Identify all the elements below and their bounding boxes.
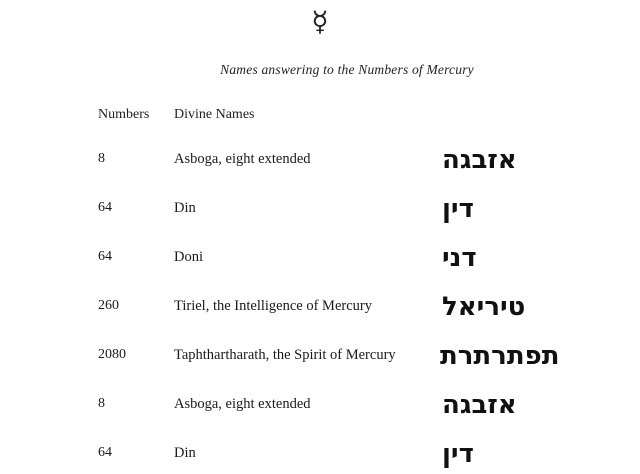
header-numbers: Numbers bbox=[98, 107, 150, 122]
row-divine-name: Din bbox=[174, 200, 196, 216]
row-number: 64 bbox=[98, 249, 112, 264]
row-divine-name: Asboga, eight extended bbox=[174, 396, 311, 412]
table-caption: Names answering to the Numbers of Mercury bbox=[220, 62, 474, 77]
row-number: 64 bbox=[98, 445, 112, 460]
row-hebrew-name: טיריאל bbox=[442, 292, 526, 322]
row-hebrew-name: אזבגה bbox=[442, 390, 517, 420]
table-row bbox=[0, 194, 640, 224]
row-hebrew-name: אזבגה bbox=[442, 145, 517, 175]
mercury-symbol-icon: ☿ bbox=[311, 5, 329, 38]
table-row bbox=[0, 390, 640, 420]
table-row bbox=[0, 145, 640, 175]
row-number: 64 bbox=[98, 200, 112, 215]
table-row bbox=[0, 243, 640, 273]
header-divine-names: Divine Names bbox=[174, 107, 255, 122]
table-row bbox=[0, 341, 640, 371]
row-hebrew-name: דין bbox=[442, 194, 474, 224]
table-row bbox=[0, 439, 640, 469]
row-number: 8 bbox=[98, 151, 105, 166]
row-divine-name: Taphthartharath, the Spirit of Mercury bbox=[174, 347, 396, 363]
table-row bbox=[0, 292, 640, 322]
row-divine-name: Tiriel, the Intelligence of Mercury bbox=[174, 298, 372, 314]
row-hebrew-name: דני bbox=[442, 243, 477, 273]
row-number: 260 bbox=[98, 298, 119, 313]
row-divine-name: Doni bbox=[174, 249, 203, 265]
row-number: 2080 bbox=[98, 347, 126, 362]
row-hebrew-name: תפתרתרת bbox=[440, 341, 560, 371]
row-divine-name: Din bbox=[174, 445, 196, 461]
row-number: 8 bbox=[98, 396, 105, 411]
row-divine-name: Asboga, eight extended bbox=[174, 151, 311, 167]
row-hebrew-name: דין bbox=[442, 439, 474, 469]
